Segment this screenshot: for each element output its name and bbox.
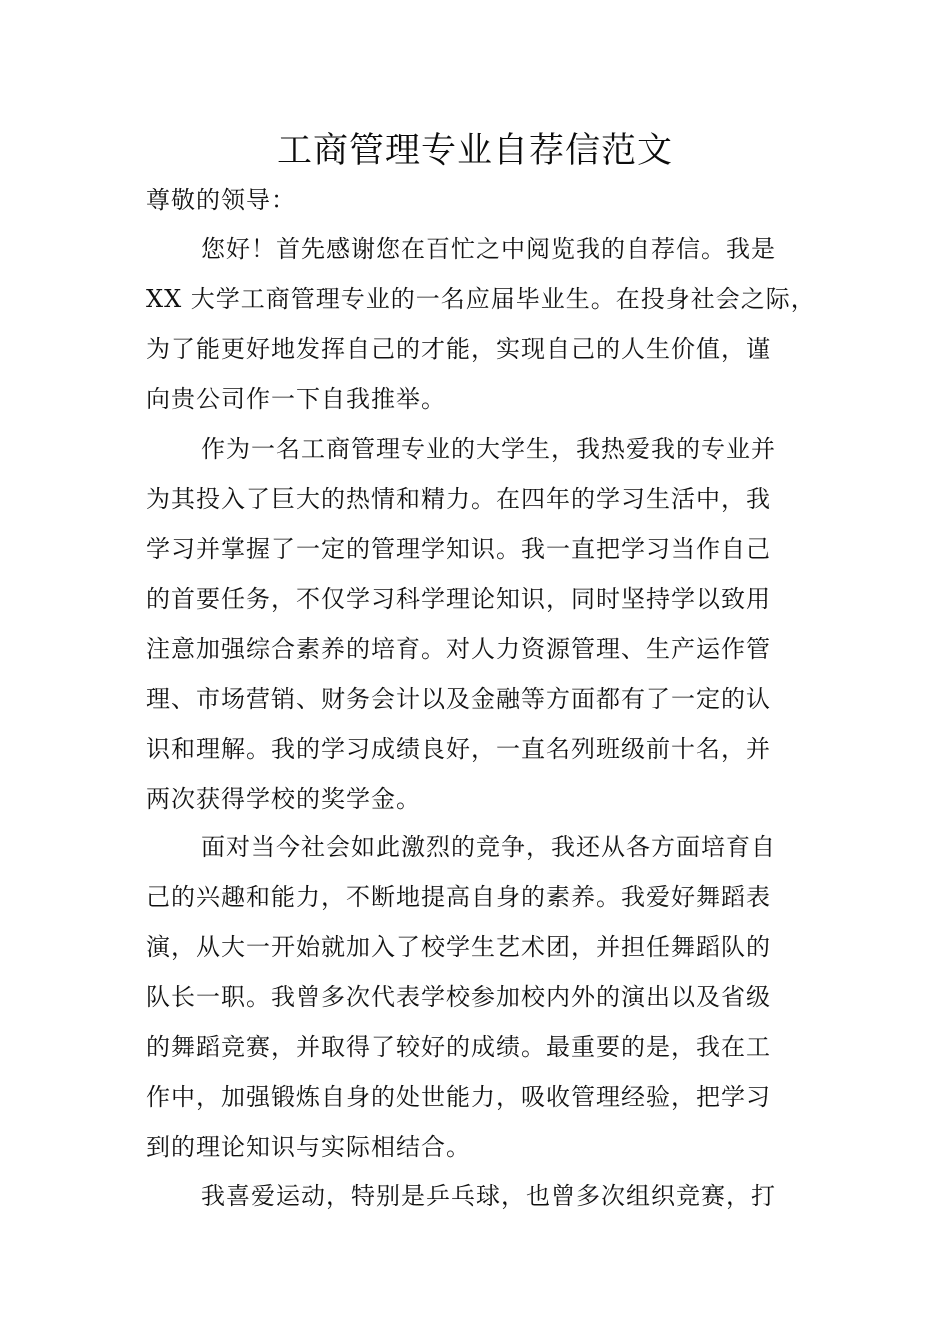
paragraph-line: 队长一职。我曾多次代表学校参加校内外的演出以及省级 (146, 983, 771, 1011)
paragraph-line: 的舞蹈竞赛，并取得了较好的成绩。最重要的是，我在工 (146, 1033, 771, 1061)
paragraph-line: 您好！首先感谢您在百忙之中阅览我的自荐信。我是 (201, 235, 776, 263)
paragraph-4 (146, 1171, 836, 1221)
greeting: 尊敬的领导： (146, 186, 296, 214)
paragraph-line: 到的理论知识与实际相结合。 (146, 1133, 471, 1161)
paragraph-line: XX 大学工商管理专业的一名应届毕业生。在投身社会之际， (146, 285, 816, 313)
paragraph-2 (146, 424, 836, 824)
paragraph-line: 的首要任务，不仅学习科学理论知识，同时坚持学以致用 (146, 585, 771, 613)
paragraph-line: 作中，加强锻炼自身的处世能力，吸收管理经验，把学习 (146, 1083, 771, 1111)
paragraph-line: 注意加强综合素养的培育。对人力资源管理、生产运作管 (146, 635, 771, 663)
paragraph-line: 面对当今社会如此激烈的竞争，我还从各方面培育自 (201, 833, 776, 861)
paragraph-line: 己的兴趣和能力，不断地提高自身的素养。我爱好舞蹈表 (146, 883, 771, 911)
paragraph-line: 为其投入了巨大的热情和精力。在四年的学习生活中，我 (146, 485, 771, 513)
paragraph-line: 两次获得学校的奖学金。 (146, 785, 421, 813)
paragraph-line: 识和理解。我的学习成绩良好，一直名列班级前十名，并 (146, 735, 771, 763)
paragraph-line: 我喜爱运动，特别是乒乓球，也曾多次组织竞赛，打 (201, 1182, 776, 1210)
page-title: 工商管理专业自荐信范文 (276, 131, 673, 171)
paragraph-1 (146, 224, 836, 424)
paragraph-line: 向贵公司作一下自我推举。 (146, 385, 446, 413)
paragraph-line: 演，从大一开始就加入了校学生艺术团，并担任舞蹈队的 (146, 933, 771, 961)
paragraph-line: 学习并掌握了一定的管理学知识。我一直把学习当作自己 (146, 535, 771, 563)
paragraph-line: 理、市场营销、财务会计以及金融等方面都有了一定的认 (146, 685, 771, 713)
paragraph-line: 作为一名工商管理专业的大学生，我热爱我的专业并 (201, 435, 776, 463)
paragraph-3 (146, 822, 836, 1172)
paragraph-line: 为了能更好地发挥自己的才能，实现自己的人生价值，谨 (146, 335, 771, 363)
